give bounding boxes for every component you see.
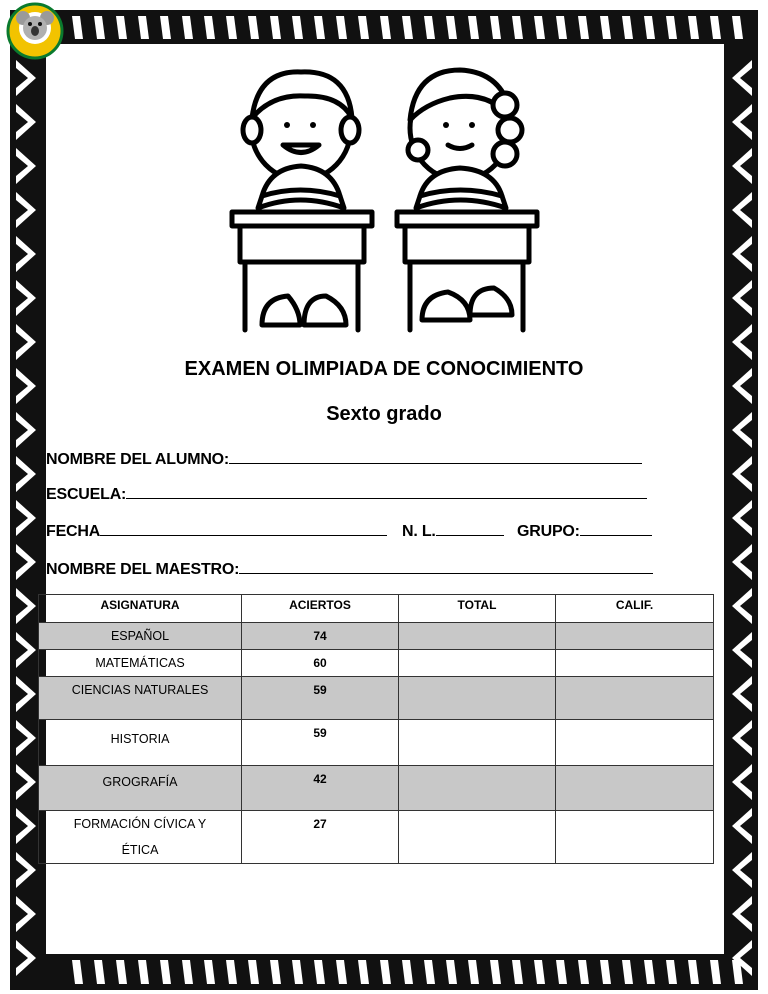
list-number-blank[interactable] [436,521,504,536]
grade-cell[interactable] [556,811,714,864]
date-label: FECHA [46,523,101,540]
subject-cell: MATEMÁTICAS [39,650,242,677]
hits-cell: 27 [242,811,399,864]
table-row [39,811,714,864]
student-name-label: NOMBRE DEL ALUMNO: [46,451,230,468]
total-cell[interactable] [399,650,556,677]
list-number-label: N. L. [402,523,436,540]
date-blank[interactable] [100,521,387,536]
school-label: ESCUELA: [46,486,127,503]
group-label: GRUPO: [517,523,580,540]
hits-cell: 60 [242,650,399,677]
teacher-name-line[interactable] [46,559,653,579]
grade-cell[interactable] [556,677,714,720]
subject-cell: CIENCIAS NATURALES [39,677,242,720]
subject-cell: FORMACIÓN CÍVICA Y ÉTICA [39,811,242,864]
subject-cell: ESPAÑOL [39,623,242,650]
subject-cell: GROGRAFÍA [39,766,242,811]
list-number-line[interactable] [402,521,504,541]
table-row [39,650,714,677]
grades-table [38,594,714,864]
hits-cell: 42 [242,766,399,811]
table-row [39,623,714,650]
header-hits: ACIERTOS [242,595,399,623]
grade-cell[interactable] [556,650,714,677]
hits-cell: 74 [242,623,399,650]
table-header-row [39,595,714,623]
school-blank[interactable] [126,484,647,499]
teacher-name-blank[interactable] [239,559,653,574]
total-cell[interactable] [399,677,556,720]
table-row [39,720,714,766]
exam-title: EXAMEN OLIMPIADA DE CONOCIMIENTO [184,358,584,380]
school-line[interactable] [46,484,647,504]
grade-cell[interactable] [556,720,714,766]
header-grade: CALIF. [556,595,714,623]
grade-cell[interactable] [556,766,714,811]
hits-cell: 59 [242,677,399,720]
date-line[interactable] [46,521,387,541]
grade-cell[interactable] [556,623,714,650]
total-cell[interactable] [399,766,556,811]
exam-subtitle: Sexto grado [326,403,442,425]
student-name-blank[interactable] [229,449,642,464]
subject-cell: HISTORIA [39,720,242,766]
table-row [39,766,714,811]
student-name-line[interactable] [46,449,642,469]
teacher-name-label: NOMBRE DEL MAESTRO: [46,561,240,578]
total-cell[interactable] [399,720,556,766]
group-line[interactable] [517,521,652,541]
koala-logo [6,2,64,60]
children-desks-illustration [232,70,537,330]
total-cell[interactable] [399,811,556,864]
table-row [39,677,714,720]
hits-cell: 59 [242,720,399,766]
header-subject: ASIGNATURA [39,595,242,623]
header-total: TOTAL [399,595,556,623]
group-blank[interactable] [580,521,652,536]
total-cell[interactable] [399,623,556,650]
